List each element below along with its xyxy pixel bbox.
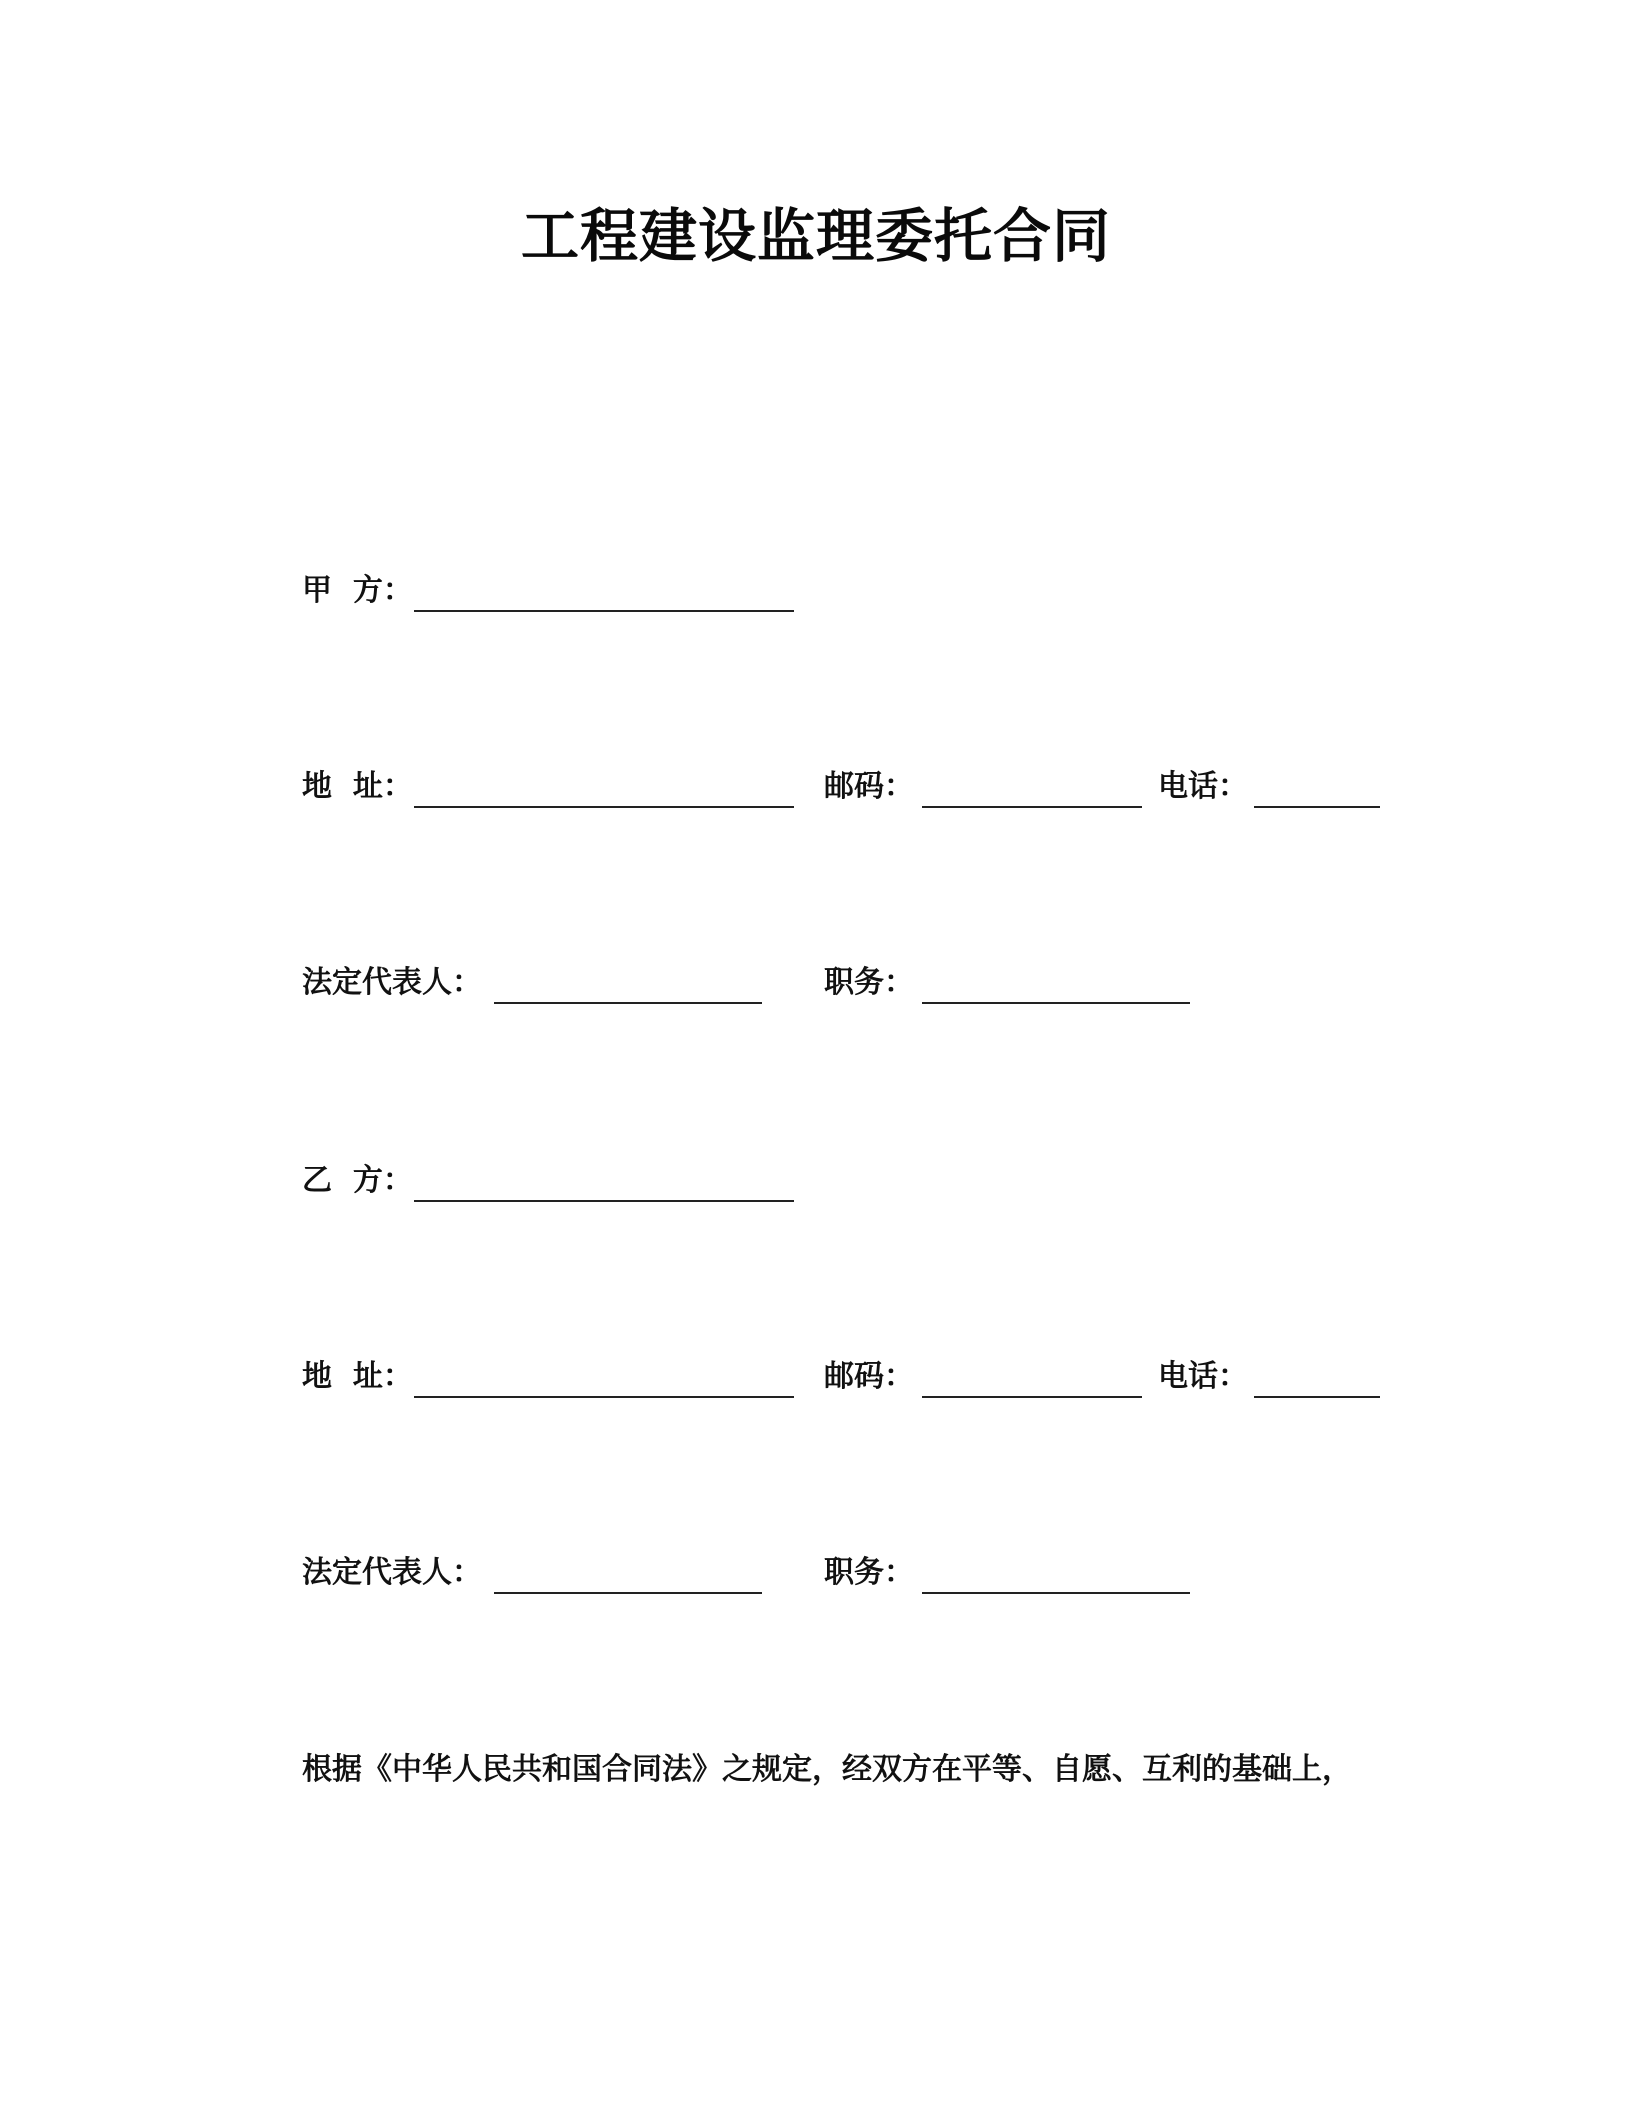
party-a-address-label: 地 址： bbox=[302, 769, 413, 804]
party-a-position-blank[interactable] bbox=[922, 1002, 1190, 1004]
document-title: 工程建设监理委托合同 bbox=[520, 202, 1111, 270]
party-a-address-blank[interactable] bbox=[414, 806, 794, 808]
party-b-phone-blank[interactable] bbox=[1254, 1396, 1380, 1398]
party-b-row bbox=[0, 1154, 1632, 1208]
party-b-postcode-label: 邮码： bbox=[824, 1359, 914, 1394]
party-a-postcode-blank[interactable] bbox=[922, 806, 1142, 808]
party-b-legal-rep-row bbox=[0, 1546, 1632, 1600]
party-a-row bbox=[0, 564, 1632, 618]
party-a-phone-blank[interactable] bbox=[1254, 806, 1380, 808]
party-b-blank[interactable] bbox=[414, 1200, 794, 1202]
party-b-address-label: 地 址： bbox=[302, 1359, 413, 1394]
party-a-label: 甲 方： bbox=[302, 573, 413, 608]
party-b-legal-rep-label: 法定代表人： bbox=[302, 1555, 482, 1590]
party-a-blank[interactable] bbox=[414, 610, 794, 612]
party-a-legal-rep-label: 法定代表人： bbox=[302, 965, 482, 1000]
party-a-postcode-label: 邮码： bbox=[824, 769, 914, 804]
party-a-position-label: 职务： bbox=[824, 965, 914, 1000]
party-b-address-blank[interactable] bbox=[414, 1396, 794, 1398]
party-b-position-blank[interactable] bbox=[922, 1592, 1190, 1594]
party-a-address-row bbox=[0, 760, 1632, 814]
party-b-position-label: 职务： bbox=[824, 1555, 914, 1590]
party-a-legal-rep-blank[interactable] bbox=[494, 1002, 762, 1004]
party-b-label: 乙 方： bbox=[302, 1163, 413, 1198]
party-a-phone-label: 电话： bbox=[1158, 769, 1248, 804]
party-b-legal-rep-blank[interactable] bbox=[494, 1592, 762, 1594]
party-b-phone-label: 电话： bbox=[1158, 1359, 1248, 1394]
party-a-legal-rep-row bbox=[0, 956, 1632, 1010]
party-b-address-row bbox=[0, 1350, 1632, 1404]
intro-paragraph: 根据《中华人民共和国合同法》之规定，经双方在平等、自愿、互利的基础上， bbox=[302, 1752, 1352, 1787]
party-b-postcode-blank[interactable] bbox=[922, 1396, 1142, 1398]
